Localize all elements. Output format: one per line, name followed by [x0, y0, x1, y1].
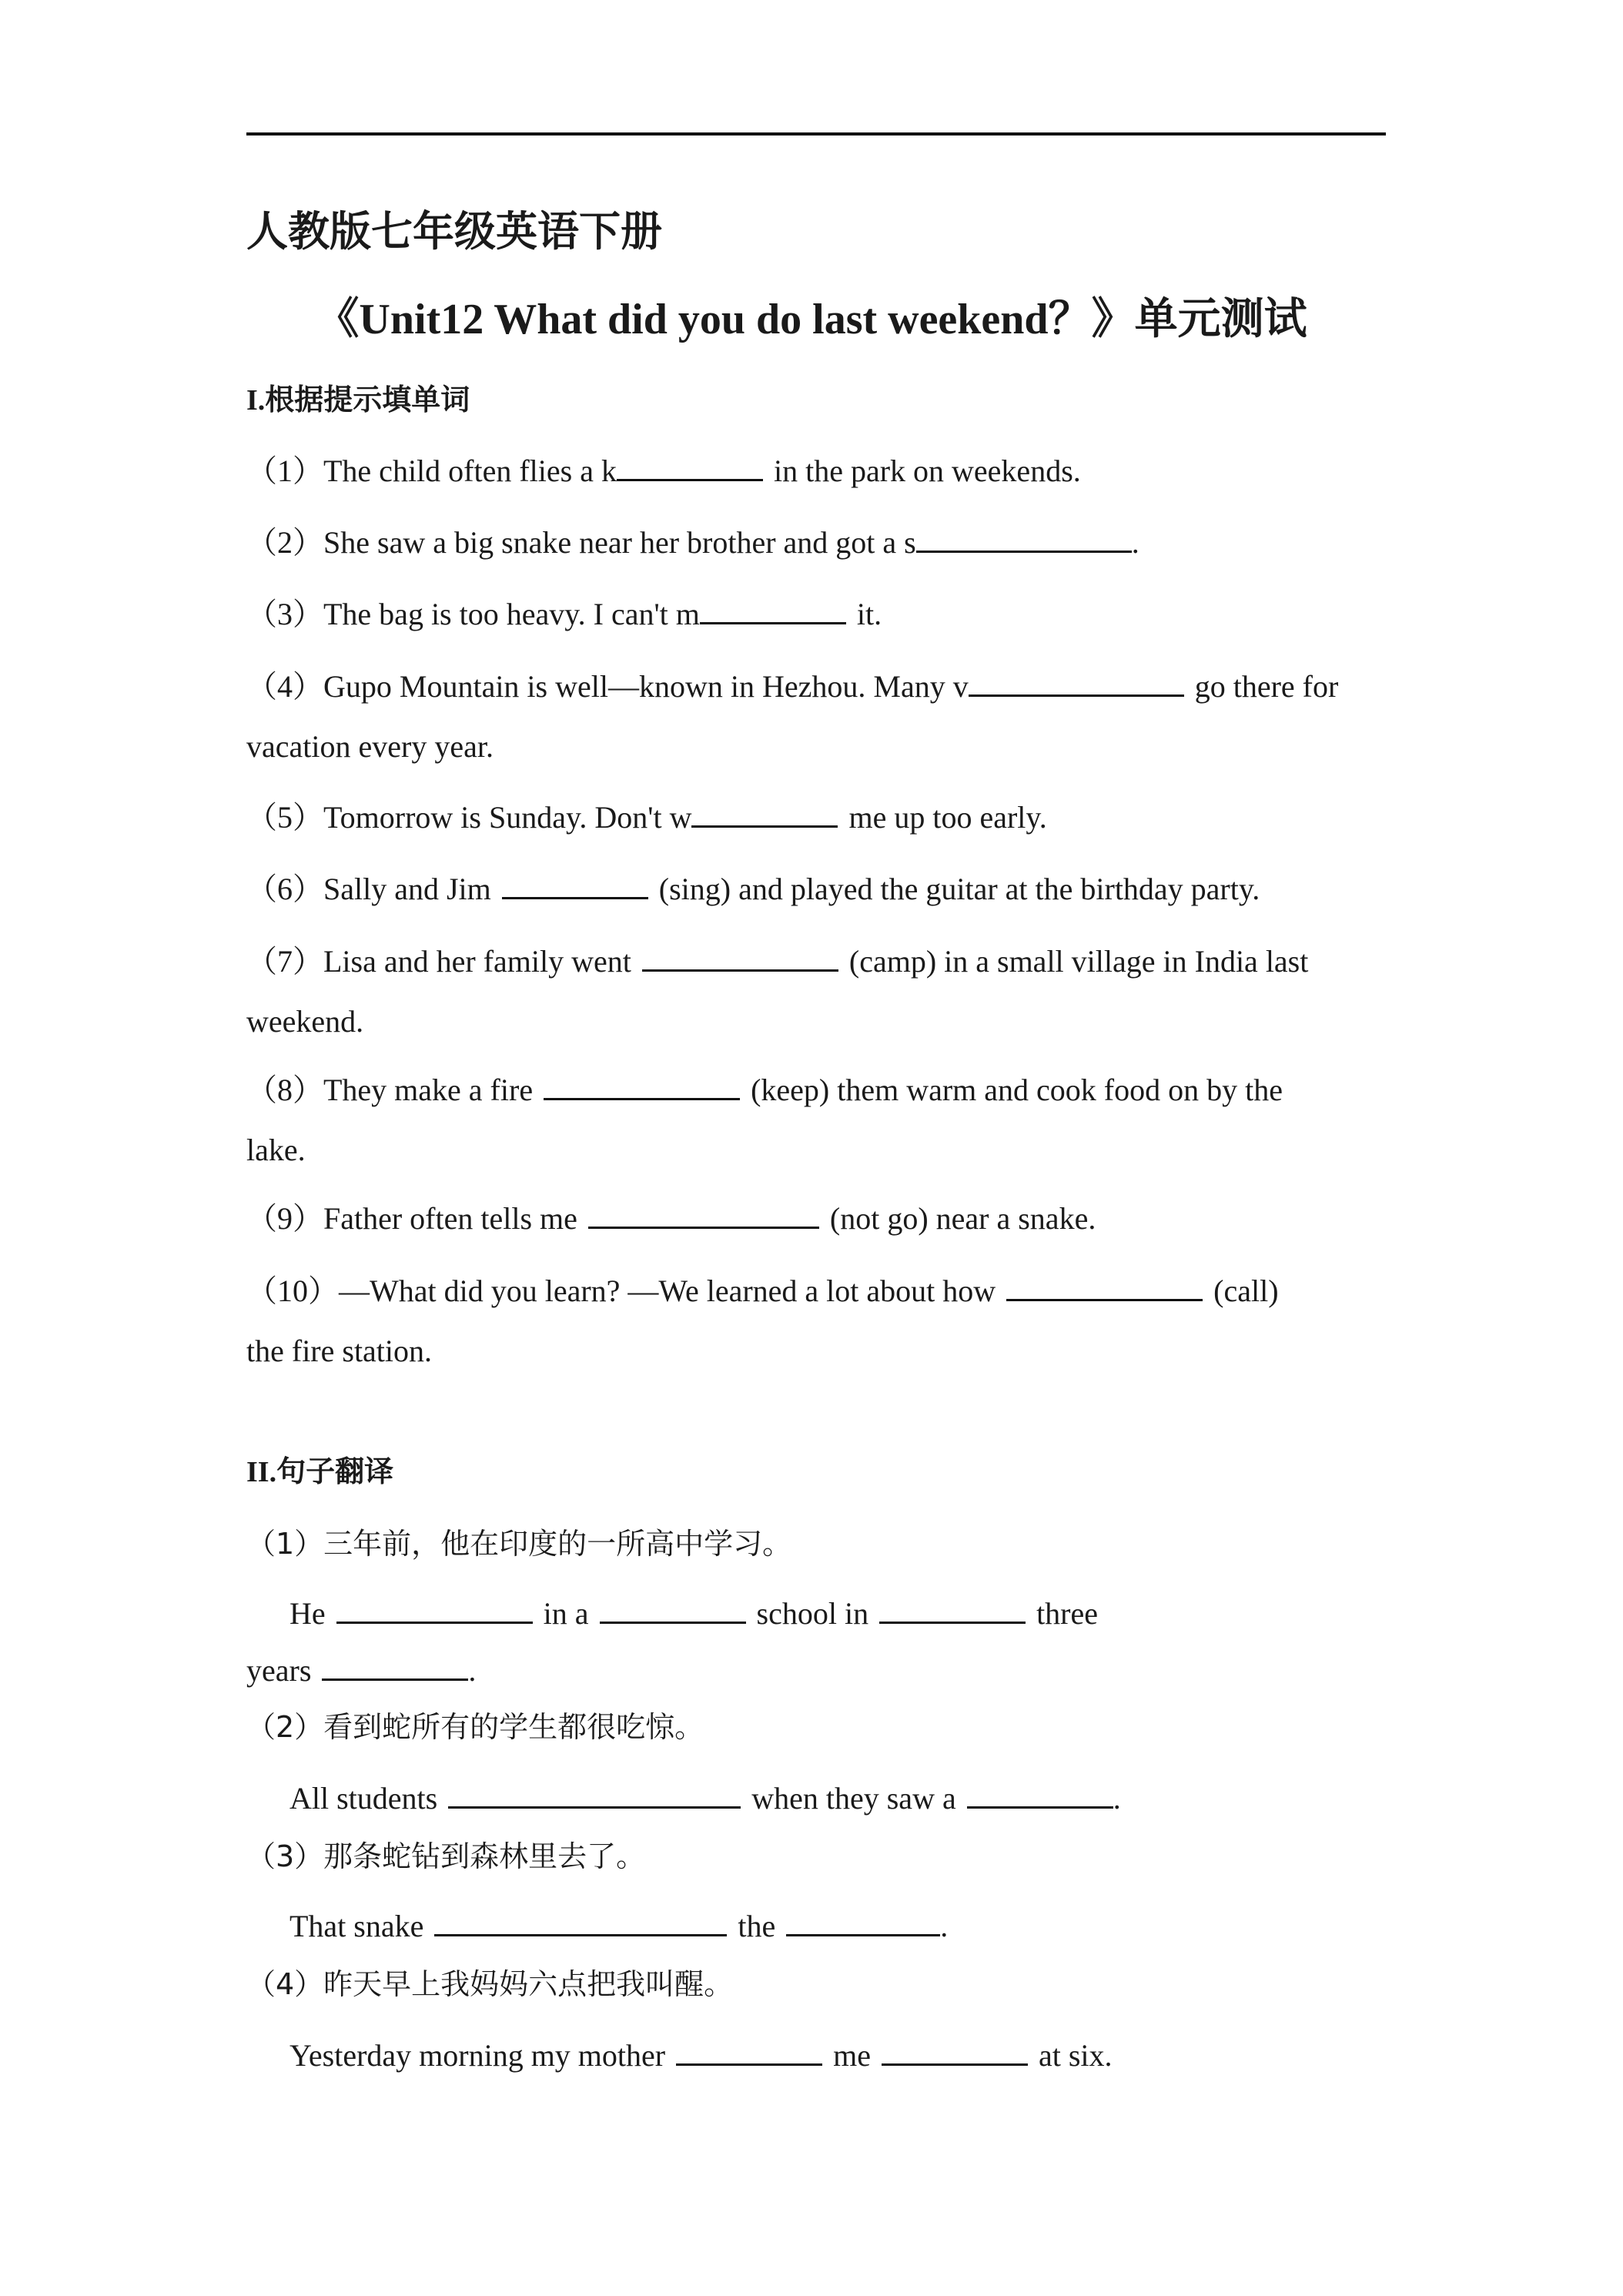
translation-1-chinese: （1）三年前，他在印度的一所高中学习。 — [246, 1527, 792, 1561]
question-1-text-a: （1）The child often flies a k — [246, 454, 617, 488]
translation-4-text-b: me — [833, 2038, 871, 2073]
answer-blank-9[interactable] — [588, 1196, 819, 1229]
header-rule — [246, 132, 1386, 136]
answer-blank-4[interactable] — [969, 664, 1184, 697]
question-2 — [246, 518, 1139, 562]
translation-4-blank-1[interactable] — [676, 2033, 822, 2066]
question-5-text-a: （5）Tomorrow is Sunday. Don't w — [246, 800, 692, 835]
question-6-text-a: （6）Sally and Jim — [246, 872, 491, 906]
question-10-text-b: (call) — [1213, 1274, 1279, 1308]
translation-1-text-e: years — [246, 1653, 312, 1688]
question-10-text-a: （10）—What did you learn? —We learned a lot about how — [246, 1274, 996, 1308]
translation-1-english — [289, 1591, 1098, 1632]
translation-1-text-d: three — [1036, 1596, 1099, 1631]
question-7 — [246, 937, 1308, 981]
translation-3-blank-2[interactable] — [786, 1903, 940, 1936]
answer-blank-6[interactable] — [502, 866, 648, 899]
translation-1-text-b: in a — [543, 1596, 589, 1631]
answer-blank-5[interactable] — [691, 795, 838, 828]
translation-4-blank-2[interactable] — [882, 2033, 1028, 2066]
question-9 — [246, 1194, 1096, 1238]
translation-1-blank-4[interactable] — [322, 1648, 468, 1681]
question-2-text-a: （2）She saw a big snake near her brother and got a s — [246, 525, 916, 560]
question-4 — [246, 662, 1338, 706]
question-3-text-a: （3）The bag is too heavy. I can't m — [246, 597, 700, 631]
translation-4-english — [289, 2033, 1113, 2073]
question-8-text-a: （8）They make a fire — [246, 1073, 534, 1107]
answer-blank-10[interactable] — [1006, 1268, 1203, 1301]
translation-1-blank-2[interactable] — [600, 1591, 746, 1624]
question-5-text-b: me up too early. — [848, 800, 1047, 835]
translation-4-text-a: Yesterday morning my mother — [289, 2038, 666, 2073]
question-6 — [246, 865, 1260, 909]
translation-2-blank-2[interactable] — [967, 1776, 1113, 1809]
section-2-heading: II.句子翻译 — [246, 1456, 394, 1488]
translation-1-english-continued — [246, 1648, 476, 1689]
translation-3-text-b: the — [738, 1909, 776, 1943]
question-7-text-b: (camp) in a small village in India last — [848, 944, 1309, 979]
question-3 — [246, 590, 882, 634]
section-1-heading: I.根据提示填单词 — [246, 384, 470, 417]
question-1 — [246, 447, 1081, 490]
question-9-text-a: （9）Father often tells me — [246, 1201, 577, 1236]
translation-2-text-c: . — [1113, 1781, 1121, 1816]
translation-1-text-a: He — [289, 1596, 326, 1631]
translation-3-english — [289, 1903, 948, 1944]
translation-1-text-c: school in — [756, 1596, 869, 1631]
question-4-text-a: （4）Gupo Mountain is well—known in Hezhou. Many v — [246, 669, 969, 704]
translation-1-text-f: . — [468, 1653, 477, 1688]
question-8-continued: lake. — [246, 1133, 306, 1167]
translation-3-chinese: （3）那条蛇钻到森林里去了。 — [246, 1839, 646, 1873]
translation-4-chinese: （4）昨天早上我妈妈六点把我叫醒。 — [246, 1967, 734, 2001]
answer-blank-8[interactable] — [544, 1067, 740, 1100]
question-5 — [246, 793, 1047, 837]
question-9-text-b: (not go) near a snake. — [829, 1201, 1096, 1236]
translation-3-text-a: That snake — [289, 1909, 424, 1943]
translation-1-blank-3[interactable] — [879, 1591, 1026, 1624]
translation-2-blank-1[interactable] — [448, 1776, 741, 1809]
question-4-text-b: go there for — [1194, 669, 1339, 704]
answer-blank-2[interactable] — [916, 520, 1132, 553]
translation-1-blank-1[interactable] — [336, 1591, 533, 1624]
answer-blank-7[interactable] — [642, 939, 838, 972]
question-7-continued: weekend. — [246, 1004, 364, 1039]
translation-2-text-a: All students — [289, 1781, 438, 1816]
question-3-text-b: it. — [856, 597, 882, 631]
question-2-text-b: . — [1131, 525, 1139, 560]
question-8-text-b: (keep) them warm and cook food on by the — [751, 1073, 1283, 1107]
answer-blank-1[interactable] — [617, 448, 763, 481]
question-10-continued: the fire station. — [246, 1334, 433, 1368]
unit-test-title: 《Unit12 What did you do last weekend？》单元测试 — [316, 296, 1307, 343]
question-1-text-b: in the park on weekends. — [773, 454, 1081, 488]
translation-3-blank-1[interactable] — [434, 1903, 727, 1936]
answer-blank-3[interactable] — [700, 591, 846, 624]
translation-2-chinese: （2）看到蛇所有的学生都很吃惊。 — [246, 1710, 704, 1744]
question-10 — [246, 1267, 1279, 1310]
translation-4-text-c: at six. — [1038, 2038, 1113, 2073]
question-7-text-a: （7）Lisa and her family went — [246, 944, 631, 979]
translation-2-text-b: when they saw a — [751, 1781, 956, 1816]
translation-2-english — [289, 1776, 1121, 1816]
translation-3-text-c: . — [940, 1909, 949, 1943]
textbook-title: 人教版七年级英语下册 — [246, 209, 662, 255]
question-8 — [246, 1066, 1283, 1110]
question-4-continued: vacation every year. — [246, 729, 494, 764]
question-6-text-b: (sing) and played the guitar at the birthday party. — [658, 872, 1260, 906]
